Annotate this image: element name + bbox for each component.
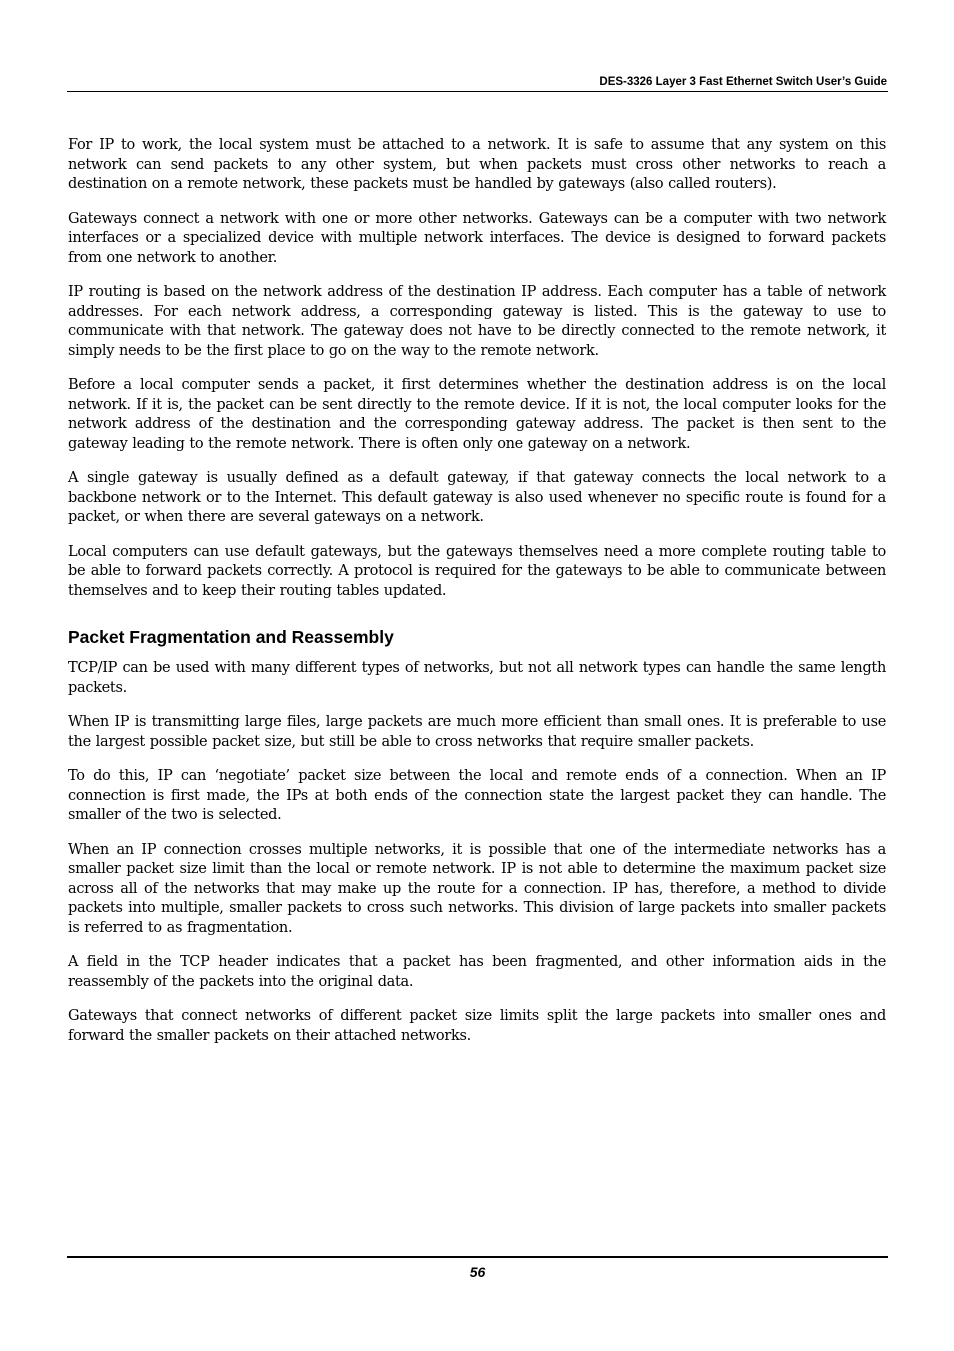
paragraph-ip-local-system: For IP to work, the local system must be attached to a network. It is safe to assume that any system on this network can send packets to any other system, but when packets must cross other networks to reach a destination on a remote network, these packets must be handled by gateways (also called routers). (68, 137, 886, 192)
section-heading-fragmentation: Packet Fragmentation and Reassembly (68, 627, 394, 647)
paragraph-routing-tables: Local computers can use default gateways, but the gateways themselves need a more complete routing table to be able to forward packets correctly. A protocol is required for the gateways to be able to communicate between themselves and to keep their routing tables updated. (68, 543, 886, 599)
paragraph-default-gateway: A single gateway is usually defined as a default gateway, if that gateway connects the local network to a backbone network or to the Internet. This default gateway is also used whenever no specific route is found for a packet, or when there are several gateways on a network. (68, 470, 886, 525)
paragraph-local-computer-sends: Before a local computer sends a packet, it first determines whether the destination address is on the local network. If it is, the packet can be sent directly to the remote device. If it is not, the local computer looks for the network address of the destination and the corresponding gateway address. The packet is then sent to the gateway leading to the remote network. There is often only one gateway on a network. (68, 377, 886, 452)
paragraph-gateways-split: Gateways that connect networks of different packet size limits split the large packets into smaller ones and forward the smaller packets on their attached networks. (68, 1008, 886, 1044)
paragraph-large-packets: When IP is transmitting large files, large packets are much more efficient than small ones. It is preferable to use the largest possible packet size, but still be able to cross networks that require smaller packets. (68, 714, 886, 750)
paragraph-negotiate-size: To do this, IP can ‘negotiate’ packet size between the local and remote ends of a connection. When an IP connection is first made, the IPs at both ends of the connection state the largest packet they can handle. The smaller of the two is selected. (68, 768, 886, 823)
running-header: DES-3326 Layer 3 Fast Ethernet Switch User’s Guide (599, 76, 887, 88)
page-number: 56 (469, 1264, 486, 1280)
paragraph-network-types: TCP/IP can be used with many different types of networks, but not all network types can handle the same length packets. (68, 660, 886, 696)
footer-divider (67, 1256, 888, 1258)
paragraph-ip-routing: IP routing is based on the network address of the destination IP address. Each computer has a table of network addresses. For each network address, a corresponding gateway is listed. This is the gateway to use to communicate with that network. The gateway does not have to be directly connected to the remote network, it simply needs to be the first place to go on the way to the remote network. (68, 284, 886, 359)
header-divider (67, 91, 888, 92)
paragraph-tcp-header: A field in the TCP header indicates that a packet has been fragmented, and other information aids in the reassembly of the packets into the original data. (68, 954, 886, 990)
paragraph-multiple-networks: When an IP connection crosses multiple networks, it is possible that one of the intermediate networks has a smaller packet size limit than the local or remote network. IP is not able to determine the maximum packet size across all of the networks that may make up the route for a connection. IP has, therefore, a method to divide packets into multiple, smaller packets to cross such networks. This division of large packets into smaller packets is referred to as fragmentation. (68, 841, 886, 936)
paragraph-gateways-connect: Gateways connect a network with one or more other networks. Gateways can be a computer with two network interfaces or a specialized device with multiple network interfaces. The device is designed to forward packets from one network to another. (68, 210, 886, 266)
page-body (68, 136, 886, 1061)
